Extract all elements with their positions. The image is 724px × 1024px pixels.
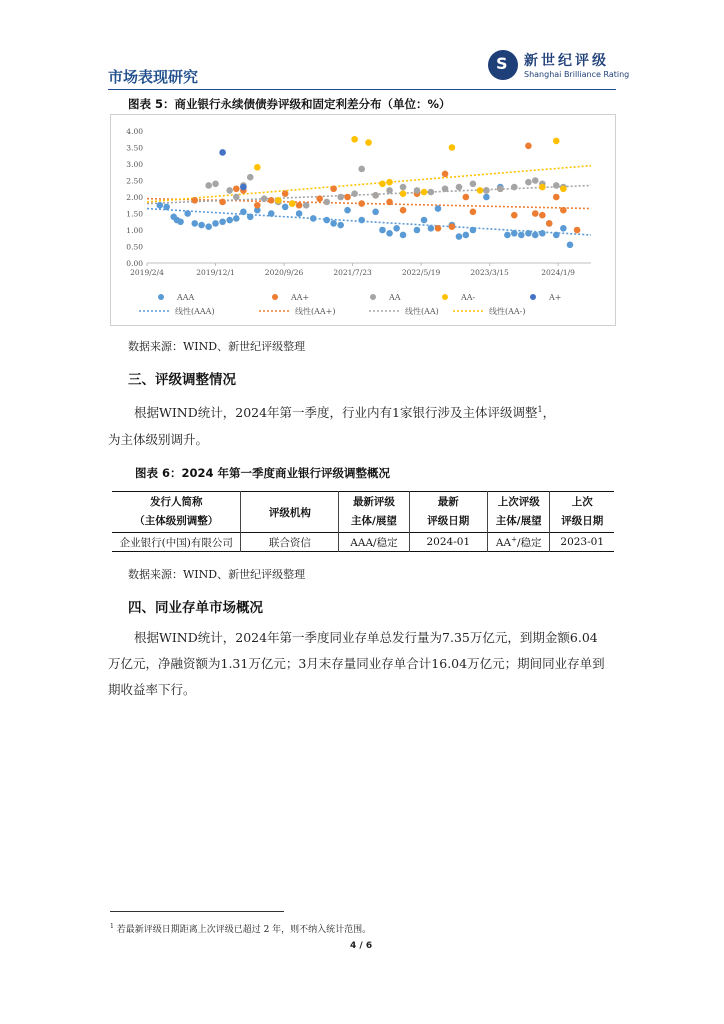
- data-point: [191, 220, 198, 227]
- data-point: [226, 217, 233, 224]
- data-point: [240, 184, 247, 191]
- y-tick-label: 3.50: [126, 143, 143, 153]
- data-point: [351, 190, 358, 197]
- data-point: [483, 194, 490, 201]
- data-point: [316, 195, 323, 202]
- brand-logo: [488, 48, 630, 84]
- x-tick-label: 2020/9/26: [264, 268, 304, 277]
- x-tick-label: 2024/1/9: [541, 268, 575, 277]
- legend-marker: [442, 294, 448, 300]
- y-tick-label: 4.00: [126, 127, 143, 136]
- section-3-text-b: ，: [542, 405, 556, 420]
- data-point: [240, 209, 247, 216]
- data-point: [337, 194, 344, 201]
- section-3-text-a: 根据WIND统计，2024年第一季度，行业内有1家银行涉及主体评级调整: [134, 405, 538, 420]
- data-point: [532, 210, 539, 217]
- col-agency-header: 评级机构: [241, 492, 339, 533]
- data-point: [470, 181, 477, 188]
- x-tick-label: 2023/3/15: [470, 268, 509, 277]
- table-row: [112, 533, 614, 552]
- data-point: [449, 144, 456, 151]
- data-point: [421, 189, 428, 196]
- data-point: [219, 199, 226, 206]
- x-tick-label: 2022/5/19: [401, 268, 441, 277]
- data-point: [303, 202, 310, 209]
- data-point: [456, 233, 463, 240]
- page-number: 4 / 6: [350, 941, 373, 951]
- data-point: [344, 207, 351, 214]
- trendline: [147, 185, 591, 203]
- data-point: [205, 182, 212, 189]
- data-point: [226, 187, 233, 194]
- data-point: [233, 215, 240, 222]
- logo-en-text: Shanghai Brilliance Rating: [524, 70, 630, 79]
- legend-label: A+: [549, 293, 562, 302]
- logo-cn-text: 新世纪评级: [524, 53, 609, 69]
- data-point: [400, 207, 407, 214]
- legend-label: 线性(AA-): [489, 307, 526, 316]
- data-point: [233, 185, 240, 192]
- col-prev-date-header: 上次 评级日期: [561, 496, 604, 527]
- data-point: [198, 222, 205, 229]
- table-6-source: 数据来源：WIND、新世纪评级整理: [128, 568, 306, 581]
- y-tick-label: 2.00: [126, 193, 143, 202]
- data-point: [442, 171, 449, 178]
- data-point: [386, 199, 393, 206]
- data-point: [525, 179, 532, 186]
- legend-label: AAA: [177, 293, 195, 302]
- data-point: [546, 220, 553, 227]
- rating-adjustment-table: [112, 491, 614, 552]
- data-point: [435, 225, 442, 232]
- data-point: [435, 205, 442, 212]
- y-tick-label: 1.50: [126, 209, 143, 219]
- col-issuer-header: 发行人简称 （主体级别调整）: [112, 492, 241, 533]
- legend-label: AA+: [291, 293, 310, 302]
- legend-label: 线性(AA+): [295, 307, 336, 316]
- data-point: [525, 230, 532, 237]
- data-point: [428, 225, 435, 232]
- data-point: [379, 181, 386, 188]
- y-tick-label: 3.00: [126, 160, 143, 169]
- data-point: [310, 215, 317, 222]
- data-point: [358, 200, 365, 207]
- data-point: [219, 218, 226, 225]
- data-point: [358, 217, 365, 224]
- data-point: [539, 184, 546, 191]
- y-tick-label: 1.00: [126, 226, 143, 235]
- data-point: [442, 185, 449, 192]
- data-point: [289, 200, 296, 207]
- data-point: [400, 184, 407, 191]
- cell-prev-date: 2023-01: [560, 536, 605, 548]
- data-point: [483, 187, 490, 194]
- x-tick-label: 2019/12/1: [196, 268, 235, 277]
- data-point: [191, 197, 198, 204]
- data-point: [470, 209, 477, 216]
- legend-label: AA: [389, 293, 401, 302]
- col-latest-date-header: 最新 评级日期: [409, 492, 487, 533]
- data-point: [539, 230, 546, 237]
- data-point: [282, 190, 289, 197]
- data-point: [254, 164, 261, 171]
- data-point: [428, 189, 435, 196]
- data-point: [463, 194, 470, 201]
- data-point: [358, 166, 365, 173]
- data-point: [337, 222, 344, 229]
- scatter-chart: [111, 115, 615, 325]
- data-point: [421, 217, 428, 224]
- legend-label: 线性(AA): [405, 307, 439, 316]
- data-point: [539, 212, 546, 219]
- data-point: [560, 185, 567, 192]
- data-point: [386, 230, 393, 237]
- data-point: [456, 184, 463, 191]
- data-point: [553, 232, 560, 239]
- data-point: [511, 230, 518, 237]
- section-3-paragraph-line2: 为主体级别调升。: [108, 432, 209, 447]
- data-point: [254, 202, 261, 209]
- figure-5-source: 数据来源：WIND、新世纪评级整理: [128, 340, 306, 353]
- data-point: [567, 242, 574, 249]
- data-point: [163, 204, 170, 211]
- data-point: [497, 185, 504, 192]
- footnote-rule: [110, 911, 284, 912]
- legend-marker: [530, 294, 536, 300]
- footnote-ref: 1: [537, 404, 543, 414]
- data-point: [400, 232, 407, 239]
- section-3-heading: 三、评级调整情况: [128, 372, 236, 388]
- data-point: [247, 214, 254, 221]
- legend-label: 线性(AAA): [175, 307, 215, 316]
- data-point: [156, 202, 163, 209]
- cell-latest-date: 2024-01: [409, 533, 487, 552]
- data-point: [511, 212, 518, 219]
- y-tick-label: 0.50: [126, 242, 143, 252]
- data-point: [219, 149, 226, 156]
- data-point: [323, 199, 330, 206]
- section-4-heading: 四、同业存单市场概况: [128, 600, 263, 616]
- data-point: [268, 197, 275, 204]
- data-point: [184, 210, 191, 217]
- data-point: [379, 227, 386, 234]
- section-tag: 市场表现研究: [108, 68, 199, 86]
- data-point: [365, 139, 372, 146]
- data-point: [511, 184, 518, 191]
- data-point: [393, 225, 400, 232]
- data-point: [414, 187, 421, 194]
- data-point: [212, 181, 219, 188]
- legend-label: AA-: [461, 293, 476, 302]
- cell-issuer: 企业银行(中国)有限公司: [112, 533, 241, 552]
- x-tick-label: 2019/2/4: [130, 268, 164, 277]
- data-point: [233, 194, 240, 201]
- data-point: [177, 218, 184, 225]
- data-point: [261, 195, 268, 202]
- data-point: [449, 223, 456, 230]
- data-point: [205, 223, 212, 230]
- data-point: [372, 209, 379, 216]
- x-tick-label: 2021/7/23: [333, 268, 372, 277]
- data-point: [553, 194, 560, 201]
- cell-latest-rating: AAA/稳定: [339, 533, 409, 552]
- data-point: [414, 227, 421, 234]
- data-point: [504, 232, 511, 239]
- legend-marker: [370, 294, 376, 300]
- data-point: [386, 187, 393, 194]
- data-point: [553, 138, 560, 145]
- data-point: [470, 227, 477, 234]
- data-point: [372, 192, 379, 199]
- chart-frame: [110, 114, 616, 326]
- data-point: [463, 232, 470, 239]
- data-point: [560, 207, 567, 214]
- y-tick-label: 0.00: [126, 259, 143, 268]
- data-point: [400, 190, 407, 197]
- y-tick-label: 2.50: [126, 176, 143, 186]
- data-point: [574, 227, 581, 234]
- legend-marker: [158, 294, 164, 300]
- data-point: [532, 177, 539, 184]
- cell-prev-rating: AA+/稳定: [487, 533, 549, 552]
- data-point: [477, 187, 484, 194]
- col-latest-rating-header: 最新评级 主体/展望: [339, 492, 409, 533]
- data-point: [344, 194, 351, 201]
- table-6-title: 图表 6：2024 年第一季度商业银行评级调整概况: [135, 466, 391, 480]
- data-point: [247, 174, 254, 181]
- data-point: [518, 232, 525, 239]
- data-point: [275, 197, 282, 204]
- header-rule: [108, 89, 616, 90]
- data-point: [553, 182, 560, 189]
- data-point: [323, 217, 330, 224]
- data-point: [296, 202, 303, 209]
- trendline: [147, 199, 591, 209]
- logo-emblem-icon: S: [488, 50, 518, 80]
- data-point: [212, 220, 219, 227]
- data-point: [386, 179, 393, 186]
- section-4-paragraph: 根据WIND统计，2024年第一季度同业存单总发行量为7.35万亿元，到期金额6.04万亿元，净融资额为1.31万亿元；3月末存量同业存单合计16.04万亿元；期间同业存单到期收益率下行。: [108, 630, 605, 697]
- data-point: [282, 204, 289, 211]
- data-point: [296, 210, 303, 217]
- data-point: [268, 210, 275, 217]
- data-point: [330, 185, 337, 192]
- section-3-paragraph-line1: [134, 403, 555, 421]
- legend-marker: [272, 294, 278, 300]
- data-point: [330, 220, 337, 227]
- data-point: [351, 136, 358, 143]
- data-point: [560, 225, 567, 232]
- cell-agency: 联合资信: [241, 533, 339, 552]
- footnote: $^1$ 若最新评级日期距离上次评级已超过 2 年，则不纳入统计范围。: [110, 923, 372, 935]
- data-point: [525, 143, 532, 150]
- figure-5-title: 图表 5：商业银行永续债债券评级和固定利差分布（单位：%）: [128, 97, 451, 111]
- col-prev-rating-header: 上次评级 主体/展望: [487, 492, 549, 533]
- data-point: [532, 232, 539, 239]
